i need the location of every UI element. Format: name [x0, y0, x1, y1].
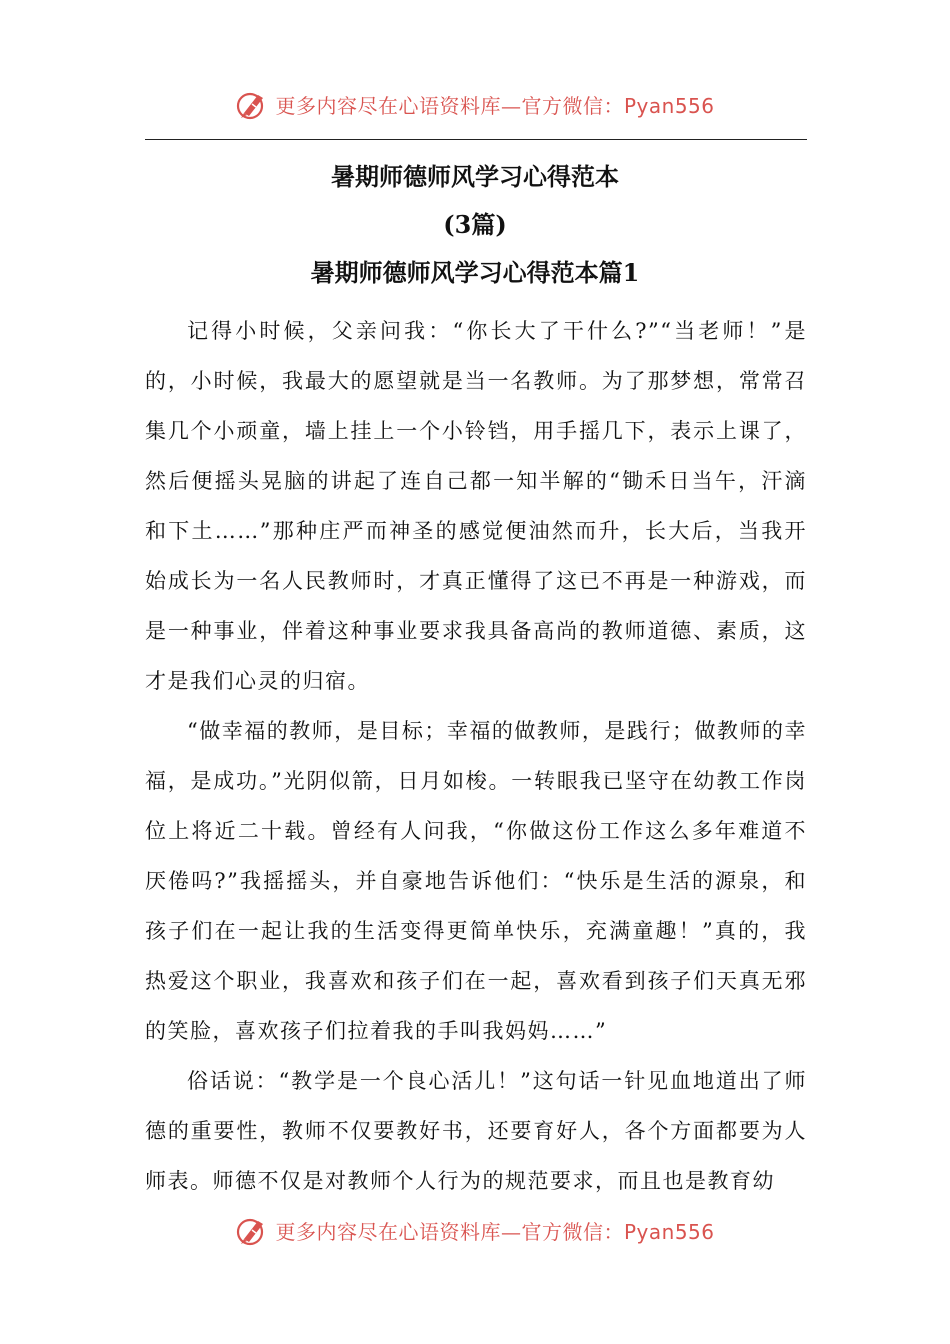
footer-brand-text: 更多内容尽在心语资料库—官方微信：Pyan556 [275, 1219, 715, 1244]
header-brand-text: 更多内容尽在心语资料库—官方微信：Pyan556 [275, 93, 715, 118]
document-title: 暑期师德师风学习心得范本 [331, 162, 619, 191]
document-subtitle: (3篇) [443, 210, 507, 239]
page-footer [0, 1210, 950, 1250]
page-header [0, 84, 950, 124]
paragraph: 俗话说：“教学是一个良心活儿！”这句话一针见血地道出了师德的重要性，教师不仅要教好书，还要育好人，各个方面都要为人师表。师德不仅是对教师个人行为的规范要求，而且也是教育幼 [145, 1069, 807, 1193]
footer-brand [235, 1213, 714, 1247]
section-title: 暑期师德师风学习心得范本篇1 [310, 258, 640, 287]
header-divider [145, 139, 807, 140]
paragraph: “做幸福的教师，是目标；幸福的做教师，是践行；做教师的幸福，是成功。”光阴似箭，日月如梭。一转眼我已坚守在幼教工作岗位上将近二十载。曾经有人问我，“你做这份工作这么多年难道不厌倦吗?”我摇摇头，并自豪地告诉他们：“快乐是生活的源泉，和孩子们在一起让我的生活变得更简单快乐，充满童趣！”真的，我热爱这个职业，我喜欢和孩子们在一起，喜欢看到孩子们天真无邪的笑脸，喜欢孩子们拉着我的手叫我妈妈……” [145, 719, 807, 1043]
footer-wechat-id: Pyan556 [623, 1219, 715, 1244]
pen-nib-logo-icon [235, 1213, 269, 1247]
header-wechat-id: Pyan556 [623, 93, 715, 118]
header-brand [235, 87, 714, 121]
document-body [145, 306, 807, 1206]
pen-nib-logo-icon [235, 87, 269, 121]
paragraph: 记得小时候，父亲问我：“你长大了干什么?”“当老师！”是的，小时候，我最大的愿望就是当一名教师。为了那梦想，常常召集几个小顽童，墙上挂上一个小铃铛，用手摇几下，表示上课了，然后便摇头晃脑的讲起了连自己都一知半解的“锄禾日当午，汗滴和下土……”那种庄严而神圣的感觉便油然而升，长大后，当我开始成长为一名人民教师时，才真正懂得了这已不再是一种游戏，而是一种事业，伴着这种事业要求我具备高尚的教师道德、素质，这才是我们心灵的归宿。 [145, 319, 807, 693]
